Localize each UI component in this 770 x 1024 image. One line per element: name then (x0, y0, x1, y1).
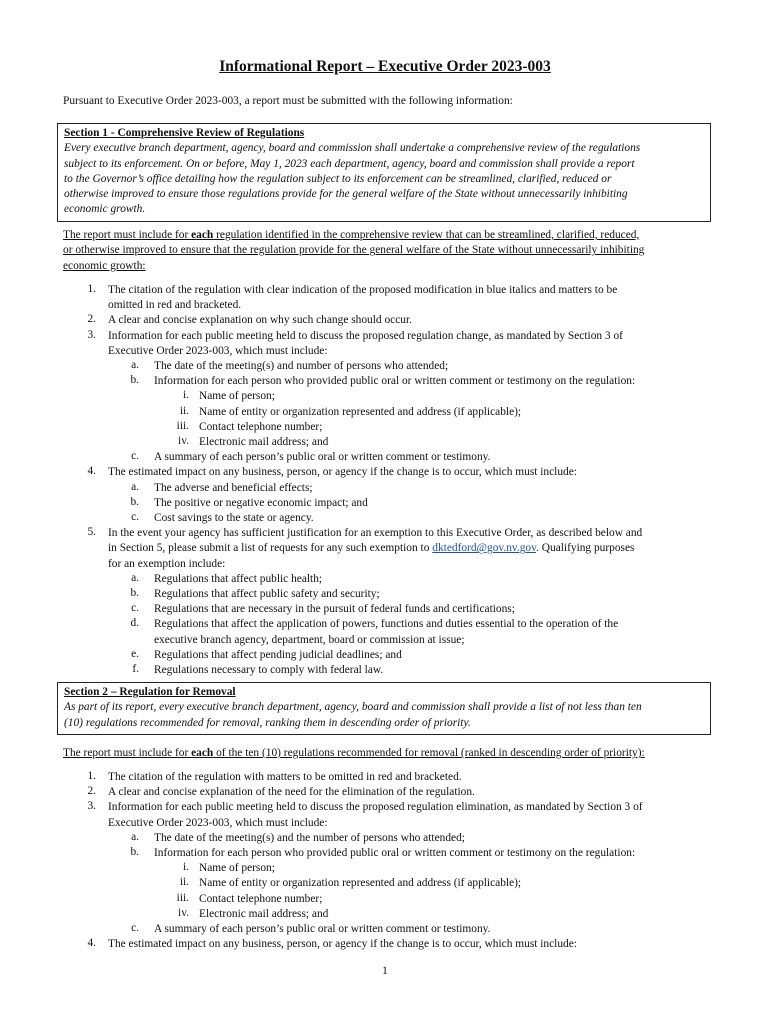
section1-line: economic growth. (64, 203, 146, 216)
list-item: for an exemption include: (108, 557, 226, 570)
list-marker: c. (131, 511, 139, 523)
list-marker: e. (131, 647, 139, 660)
list-marker: 2. (87, 785, 96, 798)
list-marker: c. (131, 450, 139, 463)
section1-box (57, 123, 711, 222)
list-item: A summary of each person’s public oral or written comment or testimony. (154, 451, 491, 464)
list-marker: a. (131, 359, 139, 371)
req-text: or otherwise improved to ensure that the regulation provide for the general welfare of the State without unnecessarily inhibiting (63, 244, 645, 257)
list-item: Regulations that affect pending judicial deadlines; and (154, 648, 402, 661)
list-item: executive branch agency, department, board or commission at issue; (154, 633, 465, 646)
intro-text: Pursuant to Executive Order 2023-003, a report must be submitted with the following information: (63, 95, 513, 107)
list-item: The date of the meeting(s) and the number of persons who attended; (154, 831, 465, 844)
list-marker: i. (182, 389, 189, 402)
list-marker: 3. (87, 328, 96, 341)
list-marker: i. (182, 861, 189, 874)
list-item: Name of person; (199, 862, 275, 875)
list-item: Information for each public meeting held to discuss the proposed regulation change, as mandated by Section 3 of (108, 329, 623, 342)
list-marker: b. (130, 374, 139, 387)
list-marker: b. (130, 495, 139, 508)
list-marker: b. (130, 846, 139, 858)
list-item: The citation of the regulation with matters to be omitted in red and bracketed. (108, 771, 462, 783)
email-link[interactable]: dktedford@gov.nv.gov (432, 542, 537, 555)
page-number: 1 (382, 965, 388, 977)
list-marker: b. (130, 587, 139, 599)
req-bold: each (191, 229, 214, 241)
list-item: Information for each person who provided public oral or written comment or testimony on the regulation: (154, 375, 636, 388)
req-text: of the ten (10) regulations recommended for removal (ranked in descending order of priority): (213, 747, 645, 759)
section1-requirement (63, 228, 711, 274)
req-bold: each (191, 747, 214, 759)
list-marker: c. (131, 602, 139, 615)
section1-line: to the Governor’s office detailing how the regulation subject to its enforcement can be streamlined, clarified, reduced or (64, 172, 612, 185)
list-item: A clear and concise explanation on why such change should occur. (108, 314, 412, 327)
list-item: Executive Order 2023-003, which must include: (108, 344, 328, 357)
list-item: In the event your agency has sufficient justification for an exemption to this Executive Order, as described below and (108, 527, 643, 540)
list-item: Contact telephone number; (199, 420, 323, 433)
email-prefix: in Section 5, please submit a list of requests for any such exemption to (108, 542, 433, 555)
list-marker: a. (131, 571, 139, 584)
list-marker: 4. (87, 937, 96, 950)
list-marker: iv. (178, 906, 189, 919)
list-marker: a. (131, 480, 139, 493)
req-text: The report must include for (63, 229, 192, 241)
section1-line: otherwise improved to ensure those regulations provide for the general welfare of the State without unnecessarily inhibiting (64, 188, 628, 201)
section2-line: As part of its report, every executive branch department, agency, board and commission shall provide a list of not less than ten (64, 701, 642, 714)
list-marker: 1. (87, 283, 96, 295)
list-marker: d. (130, 617, 139, 630)
list-item: Contact telephone number; (199, 892, 323, 905)
list-item: The estimated impact on any business, person, or agency if the change is to occur, which must include: (108, 466, 577, 479)
list-item: Name of entity or organization represented and address (if applicable); (199, 405, 522, 418)
list-item: The estimated impact on any business, person, or agency if the change is to occur, which must include: (108, 938, 577, 951)
list-item: The positive or negative economic impact; and (154, 496, 368, 509)
list-item: Regulations that affect public safety and security; (154, 588, 380, 600)
list-item: A clear and concise explanation of the need for the elimination of the regulation. (108, 786, 475, 799)
list-item: Regulations that are necessary in the pursuit of federal funds and certifications; (154, 603, 515, 616)
list-marker: f. (132, 663, 139, 675)
list-item: Executive Order 2023-003, which must include: (108, 816, 328, 829)
section1-heading: Section 1 - Comprehensive Review of Regulations (64, 127, 305, 139)
list-item: The citation of the regulation with clear indication of the proposed modification in blue italics and matters to be (108, 284, 618, 296)
section2-requirement (63, 746, 711, 761)
list-marker: 1. (87, 770, 96, 782)
section2-line: (10) regulations recommended for removal, ranking them in descending order of priority. (64, 716, 471, 729)
req-text: regulation identified in the comprehensive review that can be streamlined, clarified, reduced, (213, 229, 640, 241)
list-item: Regulations that affect public health; (154, 572, 323, 585)
list-item: The date of the meeting(s) and number of persons who attended; (154, 360, 449, 372)
list-item: A summary of each person’s public oral or written comment or testimony. (154, 923, 491, 935)
list-item: Regulations that affect the application of powers, functions and duties essential to the operation of the (154, 618, 619, 631)
req-text: The report must include for (63, 747, 192, 759)
list-item: Name of entity or organization represented and address (if applicable); (199, 877, 522, 890)
section1-line: Every executive branch department, agency, board and commission shall undertake a comprehensive review of the regulations (64, 142, 641, 155)
list-marker: iii. (176, 891, 189, 904)
req-text: economic growth: (63, 259, 146, 272)
list-marker: ii. (179, 404, 189, 417)
list-item: Information for each person who provided public oral or written comment or testimony on the regulation: (154, 847, 636, 859)
list-marker: ii. (179, 876, 189, 889)
list-marker: c. (131, 922, 139, 934)
list-marker: iii. (176, 419, 189, 432)
list-marker: 4. (87, 465, 96, 478)
list-item: The adverse and beneficial effects; (154, 481, 313, 494)
email-suffix: . Qualifying purposes (536, 542, 635, 555)
list-item: Electronic mail address; and (199, 436, 329, 448)
list-item (108, 541, 634, 556)
list-item: Electronic mail address; and (199, 907, 329, 920)
section2-heading: Section 2 – Regulation for Removal (64, 686, 236, 698)
list-item: Name of person; (199, 390, 275, 403)
list-item: Cost savings to the state or agency. (154, 512, 314, 524)
list-marker: 3. (87, 800, 96, 813)
section2-box (57, 682, 711, 735)
list-marker: 2. (87, 313, 96, 326)
list-marker: iv. (178, 435, 189, 447)
list-item: Regulations necessary to comply with federal law. (154, 664, 384, 676)
list-item: Information for each public meeting held to discuss the proposed regulation elimination, as mandated by Section 3 of (108, 801, 643, 814)
section1-line: subject to its enforcement. On or before, May 1, 2023 each department, agency, board and commission shall provide a report (64, 157, 635, 170)
list-marker: a. (131, 830, 139, 843)
list-item: omitted in red and bracketed. (108, 299, 242, 312)
list-marker: 5. (87, 526, 96, 539)
document-title: Informational Report – Executive Order 2023-003 (219, 58, 551, 75)
